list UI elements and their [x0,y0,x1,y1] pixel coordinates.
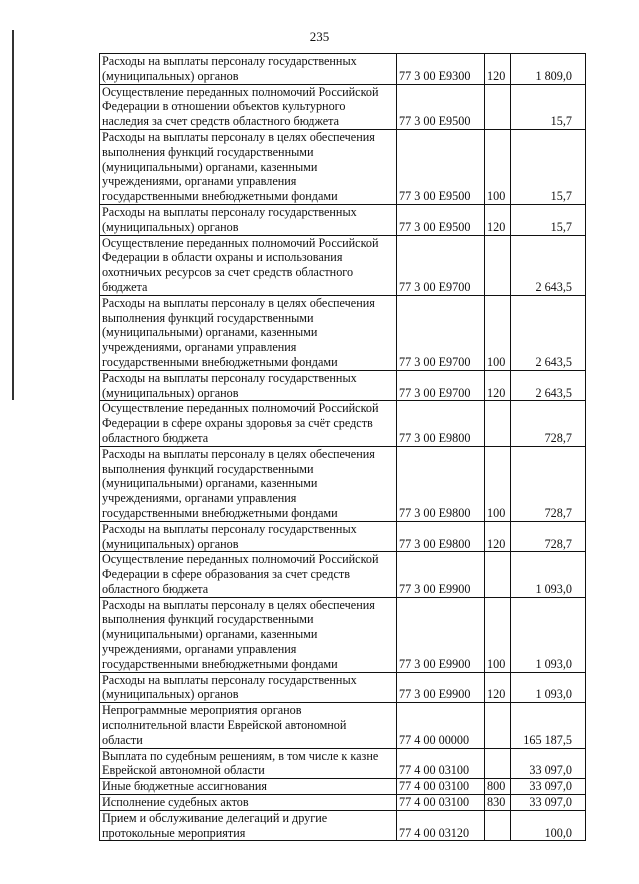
amount-cell: 1 093,0 [511,672,586,703]
expense-type-cell: 800 [485,779,511,795]
target-code-cell: 77 3 00 Е9300 [397,54,485,85]
amount-cell: 165 187,5 [511,703,586,748]
expense-name-cell: Осуществление переданных полномочий Российской Федерации в сфере образования за счет средств областного бюджета [100,552,397,597]
amount-cell: 1 093,0 [511,552,586,597]
table-row [100,446,586,521]
target-code-cell: 77 3 00 Е9900 [397,672,485,703]
target-code-cell: 77 3 00 Е9500 [397,84,485,129]
expense-type-cell [485,810,511,841]
amount-cell: 33 097,0 [511,748,586,779]
expense-type-cell [485,84,511,129]
page-number: 235 [309,29,330,44]
amount-cell: 33 097,0 [511,779,586,795]
table-row [100,295,586,370]
amount-cell: 1 093,0 [511,597,586,672]
table-row [100,748,586,779]
expense-type-cell: 100 [485,295,511,370]
target-code-cell: 77 3 00 Е9500 [397,204,485,235]
expense-type-cell: 120 [485,204,511,235]
page-edge-line [12,30,14,400]
amount-cell: 728,7 [511,521,586,552]
amount-cell: 728,7 [511,401,586,446]
table-row [100,129,586,204]
expense-name-cell: Расходы на выплаты персоналу государственных (муниципальных) органов [100,370,397,401]
expense-name-cell: Расходы на выплаты персоналу государственных (муниципальных) органов [100,672,397,703]
table-row [100,795,586,811]
target-code-cell: 77 4 00 03100 [397,795,485,811]
table-row [100,552,586,597]
budget-table [99,53,586,841]
target-code-cell: 77 3 00 Е9500 [397,129,485,204]
table-row [100,54,586,85]
expense-type-cell: 100 [485,129,511,204]
target-code-cell: 77 3 00 Е9700 [397,295,485,370]
table-row [100,401,586,446]
expense-name-cell: Расходы на выплаты персоналу государственных (муниципальных) органов [100,521,397,552]
amount-cell: 1 809,0 [511,54,586,85]
target-code-cell: 77 4 00 00000 [397,703,485,748]
expense-name-cell: Расходы на выплаты персоналу в целях обеспечения выполнения функций государственными (муниципальными) органами, казенными учреждениями, органами управления государственными внебюджетными фондами [100,129,397,204]
expense-type-cell: 100 [485,446,511,521]
expense-type-cell [485,552,511,597]
expense-type-cell [485,703,511,748]
table-row [100,84,586,129]
expense-name-cell: Расходы на выплаты персоналу в целях обеспечения выполнения функций государственными (муниципальными) органами, казенными учреждениями, органами управления государственными внебюджетными фондами [100,597,397,672]
expense-type-cell: 120 [485,672,511,703]
amount-cell: 100,0 [511,810,586,841]
target-code-cell: 77 4 00 03100 [397,748,485,779]
expense-type-cell: 120 [485,54,511,85]
target-code-cell: 77 4 00 03100 [397,779,485,795]
table-row [100,597,586,672]
expense-type-cell: 100 [485,597,511,672]
expense-name-cell: Расходы на выплаты персоналу государственных (муниципальных) органов [100,54,397,85]
table-row [100,672,586,703]
amount-cell: 2 643,5 [511,235,586,295]
table-row [100,521,586,552]
table-row [100,235,586,295]
table-row [100,703,586,748]
expense-name-cell: Иные бюджетные ассигнования [100,779,397,795]
amount-cell: 2 643,5 [511,295,586,370]
expense-type-cell [485,235,511,295]
target-code-cell: 77 3 00 Е9800 [397,521,485,552]
table-row [100,810,586,841]
expense-name-cell: Осуществление переданных полномочий Российской Федерации в отношении объектов культурного наследия за счет средств областного бюджета [100,84,397,129]
expense-name-cell: Расходы на выплаты персоналу государственных (муниципальных) органов [100,204,397,235]
target-code-cell: 77 3 00 Е9900 [397,597,485,672]
expense-name-cell: Непрограммные мероприятия органов исполнительной власти Еврейской автономной области [100,703,397,748]
target-code-cell: 77 3 00 Е9800 [397,446,485,521]
expense-type-cell: 120 [485,521,511,552]
expense-name-cell: Выплата по судебным решениям, в том числе к казне Еврейской автономной области [100,748,397,779]
amount-cell: 33 097,0 [511,795,586,811]
expense-type-cell [485,748,511,779]
expense-name-cell: Осуществление переданных полномочий Российской Федерации в сфере охраны здоровья за счёт средств областного бюджета [100,401,397,446]
expense-name-cell: Расходы на выплаты персоналу в целях обеспечения выполнения функций государственными (муниципальными) органами, казенными учреждениями, органами управления государственными внебюджетными фондами [100,295,397,370]
target-code-cell: 77 3 00 Е9800 [397,401,485,446]
amount-cell: 728,7 [511,446,586,521]
target-code-cell: 77 3 00 Е9700 [397,370,485,401]
expense-type-cell: 120 [485,370,511,401]
amount-cell: 15,7 [511,129,586,204]
expense-name-cell: Прием и обслуживание делегаций и другие протокольные мероприятия [100,810,397,841]
expense-name-cell: Исполнение судебных актов [100,795,397,811]
target-code-cell: 77 4 00 03120 [397,810,485,841]
expense-type-cell [485,401,511,446]
table-row [100,370,586,401]
amount-cell: 15,7 [511,84,586,129]
target-code-cell: 77 3 00 Е9900 [397,552,485,597]
amount-cell: 2 643,5 [511,370,586,401]
expense-name-cell: Осуществление переданных полномочий Российской Федерации в области охраны и использования охотничьих ресурсов за счет средств областного бюджета [100,235,397,295]
expense-type-cell: 830 [485,795,511,811]
target-code-cell: 77 3 00 Е9700 [397,235,485,295]
amount-cell: 15,7 [511,204,586,235]
expense-name-cell: Расходы на выплаты персоналу в целях обеспечения выполнения функций государственными (муниципальными) органами, казенными учреждениями, органами управления государственными внебюджетными фондами [100,446,397,521]
table-row [100,204,586,235]
table-row [100,779,586,795]
